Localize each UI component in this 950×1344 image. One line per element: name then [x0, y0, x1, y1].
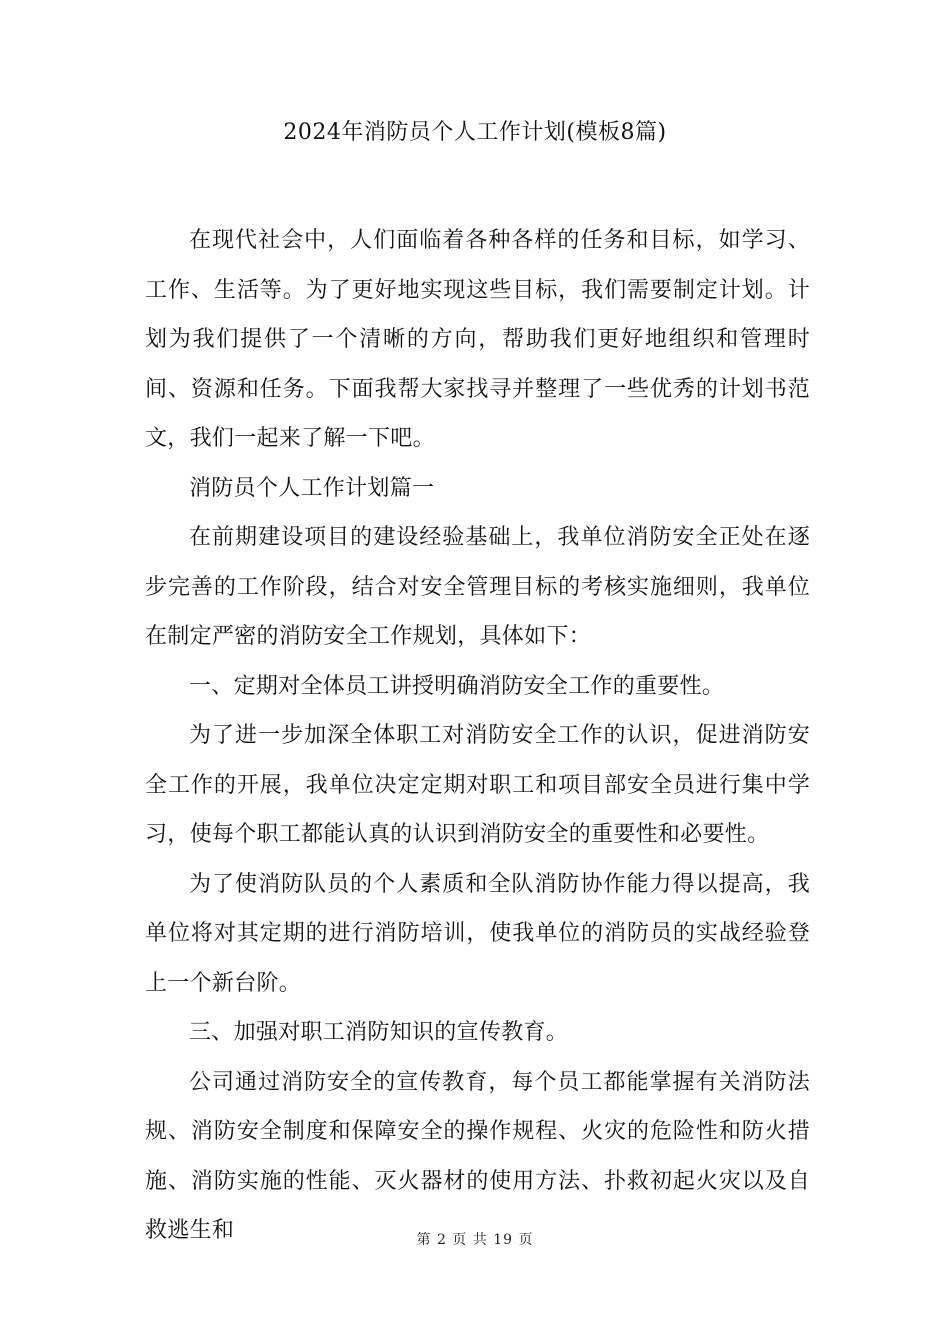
section-heading-part-one: 消防员个人工作计划篇一 [189, 475, 435, 501]
page-number-footer: 第 2 页 共 19 页 [416, 1232, 534, 1248]
paragraph-intro: 在现代社会中，人们面临着各种各样的任务和目标，如学习、工作、生活等。为了更好地实现这些目标，我们需要制定计划。计划为我们提供了一个清晰的方向，帮助我们更好地组织和管理时间、资源和任务。下面我帮大家找寻并整理了一些优秀的计划书范文，我们一起来了解一下吧。 [145, 228, 810, 451]
paragraph: 在前期建设项目的建设经验基础上，我单位消防安全正处在逐步完善的工作阶段，结合对安全管理目标的考核实施细则，我单位在制定严密的消防安全工作规划，具体如下： [145, 525, 810, 649]
item-heading-three: 三、加强对职工消防知识的宣传教育。 [189, 1020, 569, 1045]
paragraph: 为了进一步加深全体职工对消防安全工作的认识，促进消防安全工作的开展，我单位决定定期对职工和项目部安全员进行集中学习，使每个职工都能认真的认识到消防安全的重要性和必要性。 [145, 723, 810, 847]
document-body [145, 216, 810, 1256]
paragraph: 公司通过消防安全的宣传教育，每个员工都能掌握有关消防法规、消防安全制度和保障安全的操作规程、火灾的危险性和防火措施、消防实施的性能、灭火器材的使用方法、扑救初起火灾以及自救逃生和 [145, 1069, 810, 1243]
document-title: 2024年消防员个人工作计划(模板8篇) [283, 120, 667, 145]
item-heading-one: 一、定期对全体员工讲授明确消防安全工作的重要性。 [189, 673, 725, 699]
paragraph: 为了使消防队员的个人素质和全队消防协作能力得以提高，我单位将对其定期的进行消防培训，使我单位的消防员的实战经验登上一个新台阶。 [145, 871, 810, 996]
